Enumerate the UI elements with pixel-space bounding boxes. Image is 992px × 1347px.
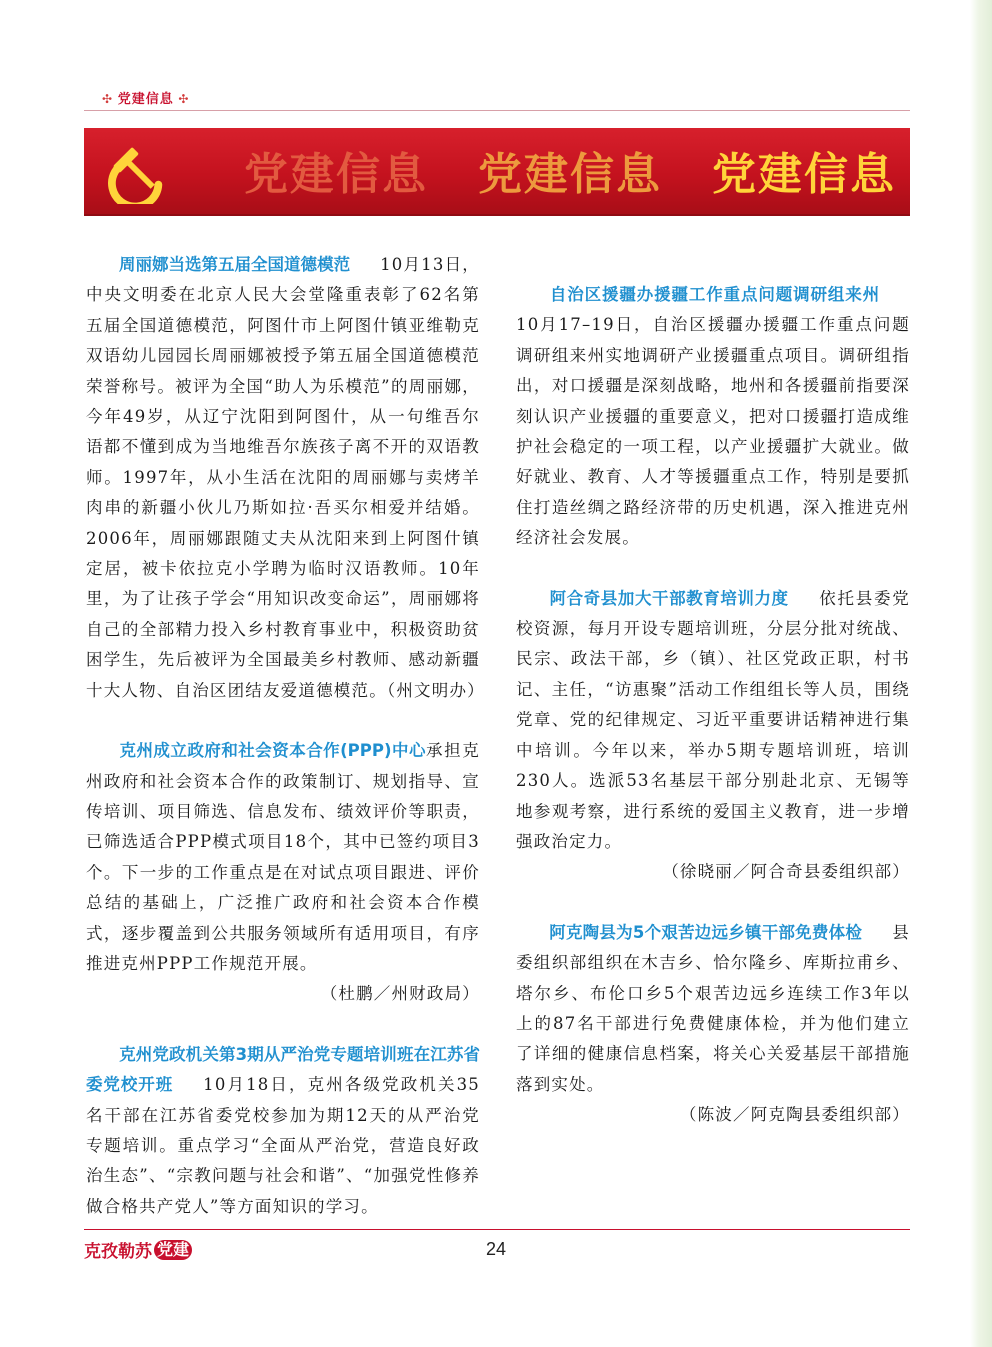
article-source: （陈波／阿克陶县委组织部） [679, 1105, 910, 1125]
article-body: 10月13日，中央文明委在北京人民大会堂隆重表彰了62名第五届全国道德模范，阿图什市上阿图什镇亚维勒克双语幼儿园园长周丽娜被授予第五届全国道德模范荣誉称号。被评为全国“助人为乐模范”的周丽娜，今年49岁，从辽宁沈阳到阿图什，从一句维吾尔语都不懂到成为当地维吾尔族孩子离不开的双语教师。1997年，从小生活在沈阳的周丽娜与卖烤羊肉串的新疆小伙儿乃斯如拉·吾买尔相爱并结婚。2006年，周丽娜跟随丈夫从沈阳来到上阿图什镇定居，被卡依拉克小学聘为临时汉语教师。10年里，为了让孩子学会“用知识改变命运”，周丽娜将自己的全部精力投入乡村教育事业中，积极资助贫困学生，先后被评为全国最美乡村教师、感动新疆十大人物、自治区团结友爱道德模范。（州文明办） [86, 255, 485, 700]
ornament-icon: ✣ [102, 92, 114, 106]
footer-brand-text: 克孜勒苏 [84, 1242, 152, 1262]
right-column [516, 280, 910, 1131]
article-body: 10月17–19日，自治区援疆办援疆工作重点问题调研组来州实地调研产业援疆重点项目。调研组指出，对口援疆是深刻战略，地州和各援疆前指要深刻认识产业援疆的重要意义，把对口援疆打造成维护社会稳定的一项工程，以产业援疆扩大就业。做好就业、教育、人才等援疆重点工作，特别是要抓住打造丝绸之路经济带的历史机遇，深入推进克州经济社会发展。 [516, 315, 910, 548]
hammer-sickle-icon [108, 142, 170, 204]
article-title: 自治区援疆办援疆工作重点问题调研组来州 [549, 285, 880, 304]
banner-word-1: 党建信息 [244, 149, 428, 200]
section-tag-label: 党建信息 [117, 91, 174, 106]
header-divider [84, 110, 910, 111]
article-source: （徐晓丽／阿合奇县委组织部） [662, 862, 910, 882]
ornament-icon: ✣ [178, 92, 190, 106]
article-body: 10月18日，克州各级党政机关35名干部在江苏省委党校参加为期12天的从严治党专题培训。重点学习“全面从严治党，营造良好政治生态”、“宗教问题与社会和谐”、“加强党性修养做合格共产党人”等方面知识的学习。 [86, 1075, 481, 1216]
page-number: 24 [486, 1239, 507, 1259]
banner-word-2: 党建信息 [478, 149, 662, 200]
article-body: 依托县委党校资源，每月开设专题培训班，分层分批对统战、民宗、政法干部，乡（镇）、社区党政正职，村书记、主任，“访惠聚”活动工作组组长等人员，围绕党章、党的纪律规定、习近平重要讲话精神进行集中培训。今年以来，举办5期专题培训班，培训230人。选派53名基层干部分别赴北京、无锡等地参观考察，进行系统的爱国主义教育，进一步增强政治定力。 [516, 588, 911, 851]
article-6 [516, 918, 910, 1131]
article-body: 承担克州政府和社会资本合作的政策制订、规划指导、宣传培训、项目筛选、信息发布、绩效评价等职责，已筛选适合PPP模式项目18个，其中已签约项目3个。下一步的工作重点是在对试点项目跟进、评价总结的基础上，广泛推广政府和社会资本合作模式，逐步覆盖到公共服务领域所有适用项目，有序推进克州PPP工作规范开展。 [86, 741, 480, 973]
article-4 [516, 280, 910, 554]
article-1 [86, 250, 485, 706]
left-column [86, 250, 485, 1222]
page-edge-decoration [970, 0, 992, 1347]
article-2 [86, 736, 480, 1010]
article-title: 克州党政机关第3期从严治党专题培训班在江苏省委党校开班 [86, 1044, 480, 1095]
article-title: 阿克陶县为5个艰苦边远乡镇干部免费体检 [549, 922, 863, 942]
article-title: 周丽娜当选第五届全国道德模范 [119, 255, 351, 274]
section-banner [84, 128, 910, 216]
article-title: 阿合奇县加大干部教育培训力度 [549, 588, 789, 608]
banner-word-3: 党建信息 [712, 149, 896, 200]
article-5 [516, 584, 910, 888]
article-title: 克州成立政府和社会资本合作(PPP)中心 [119, 741, 426, 761]
footer-brand [84, 1237, 192, 1262]
footer-brand-badge: 党建 [154, 1240, 192, 1260]
article-body: 县委组织部组织在木吉乡、恰尔隆乡、库斯拉甫乡、塔尔乡、布伦口乡5个艰苦边远乡连续工作3年以上的87名干部进行免费健康体检，并为他们建立了详细的健康信息档案，将关心关爱基层干部措施落到实处。 [516, 922, 911, 1094]
article-source: （杜鹏／州财政局） [320, 984, 480, 1004]
article-3 [86, 1040, 480, 1222]
footer-divider [84, 1229, 910, 1230]
section-tag [102, 88, 189, 107]
